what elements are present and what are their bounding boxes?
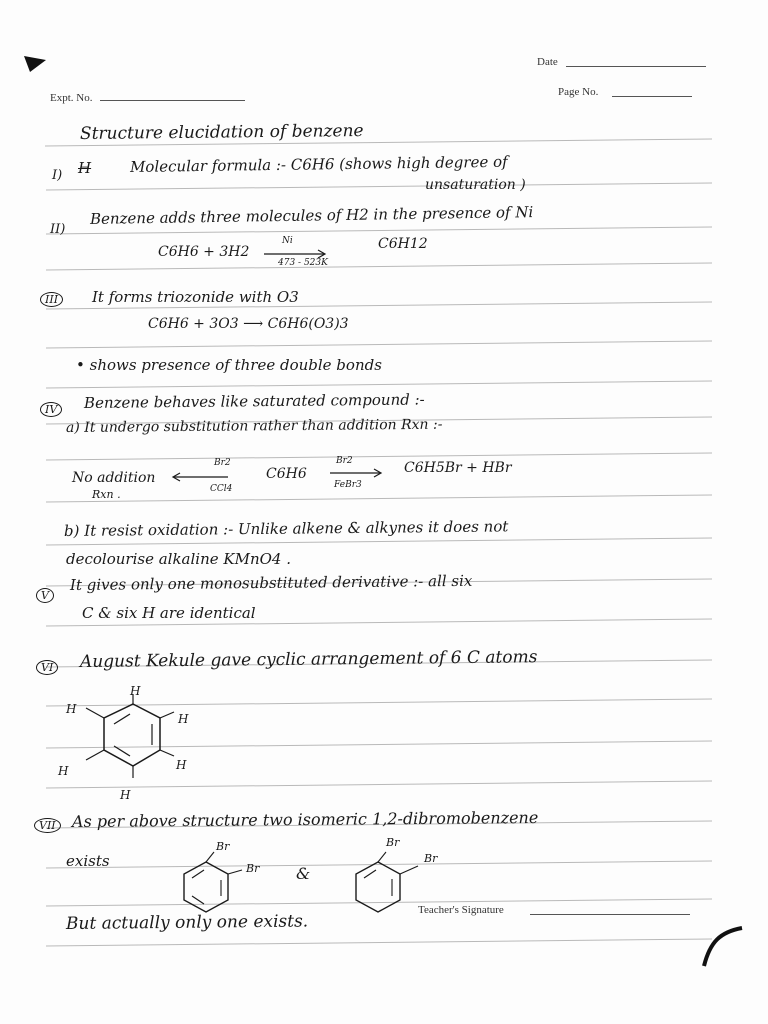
point-4-b-line-2: decolourise alkaline KMnO4 . bbox=[66, 550, 291, 568]
page-title: Structure elucidation of benzene bbox=[79, 121, 364, 144]
point-4-number: IV bbox=[40, 402, 62, 417]
point-4-a: a) It undergo substitution rather than addition Rxn :- bbox=[65, 416, 443, 436]
point-7-exists: exists bbox=[66, 852, 110, 870]
point-5-line-2: C & six H are identical bbox=[82, 604, 256, 622]
kekule-benzene-structure bbox=[70, 690, 210, 800]
kekule-h-right-bottom: H bbox=[176, 758, 187, 772]
point-1-text: Molecular formula :- C6H6 (shows high degree of bbox=[129, 152, 508, 176]
date-label: Date bbox=[537, 56, 558, 68]
point-2-eq-left: C6H6 + 3H2 bbox=[158, 244, 250, 260]
expt-no-line[interactable] bbox=[100, 100, 245, 101]
no-addition-rxn: Rxn . bbox=[92, 488, 121, 501]
point-7-text: As per above structure two isomeric 1,2-dibromobenzene bbox=[71, 807, 539, 831]
teacher-signature-line[interactable] bbox=[530, 914, 690, 915]
isomer-1-br-top: Br bbox=[216, 840, 230, 853]
expt-no-label: Expt. No. bbox=[50, 92, 93, 104]
isomer-2-br-top: Br bbox=[386, 836, 400, 849]
date-line[interactable] bbox=[566, 66, 706, 67]
point-3-number: III bbox=[40, 292, 63, 307]
point-4-text: Benzene behaves like saturated compound :- bbox=[83, 390, 425, 412]
kekule-h-left-top: H bbox=[66, 702, 77, 716]
point-2-eq-catalyst: Ni bbox=[282, 236, 293, 246]
ampersand: & bbox=[296, 864, 311, 883]
teacher-signature-label: Teacher's Signature bbox=[418, 904, 504, 916]
point-5-number: V bbox=[36, 588, 54, 603]
kekule-h-right-top: H bbox=[178, 712, 189, 726]
isomer-2-br-right: Br bbox=[424, 852, 438, 865]
kekule-h-left-bottom: H bbox=[58, 764, 69, 778]
point-1-strike: H bbox=[78, 159, 92, 177]
point-5-line-1: It gives only one monosubstituted derivative :- all six bbox=[69, 571, 473, 594]
conclusion-text: But actually only one exists. bbox=[65, 911, 309, 934]
point-4-b-line-1: b) It resist oxidation :- Unlike alkene & alkynes it does not bbox=[63, 517, 509, 540]
point-1-number: I) bbox=[52, 168, 63, 183]
isomer-1-br-right: Br bbox=[246, 862, 260, 875]
point-7-number: VII bbox=[34, 818, 61, 833]
point-3-equation: C6H6 + 3O3 ⟶ C6H6(O3)3 bbox=[148, 316, 349, 332]
corner-mark-icon bbox=[22, 54, 62, 84]
kekule-h-bottom: H bbox=[120, 788, 131, 802]
reagent-left-bottom: CCl4 bbox=[210, 484, 233, 494]
page-no-label: Page No. bbox=[558, 86, 599, 98]
reagent-left-top: Br2 bbox=[214, 458, 231, 468]
reagent-right-bottom: FeBr3 bbox=[334, 480, 362, 490]
reagent-right-top: Br2 bbox=[336, 456, 353, 466]
point-2-eq-condition: 473 - 523K bbox=[278, 258, 328, 268]
point-2-eq-right: C6H12 bbox=[378, 236, 428, 252]
point-1-text-2: unsaturation ) bbox=[425, 177, 526, 193]
kekule-h-top: H bbox=[130, 684, 141, 698]
point-6-text: August Kekule gave cyclic arrangement of 6 C atoms bbox=[79, 647, 538, 672]
point-3-note: • shows presence of three double bonds bbox=[76, 356, 382, 374]
benzene-center: C6H6 bbox=[266, 466, 307, 482]
point-3-text: It forms triozonide with O3 bbox=[92, 288, 299, 306]
arrow-right-icon bbox=[328, 468, 388, 478]
point-6-number: VI bbox=[36, 660, 58, 675]
arrow-left-icon bbox=[170, 472, 230, 482]
point-2-text: Benzene adds three molecules of H2 in the presence of Ni bbox=[89, 203, 534, 228]
substitution-product: C6H5Br + HBr bbox=[404, 460, 512, 476]
point-2-number: II) bbox=[50, 222, 66, 237]
page-edge-curve-icon bbox=[700, 922, 760, 982]
no-addition-label: No addition bbox=[72, 470, 156, 486]
page-no-line[interactable] bbox=[612, 96, 692, 97]
